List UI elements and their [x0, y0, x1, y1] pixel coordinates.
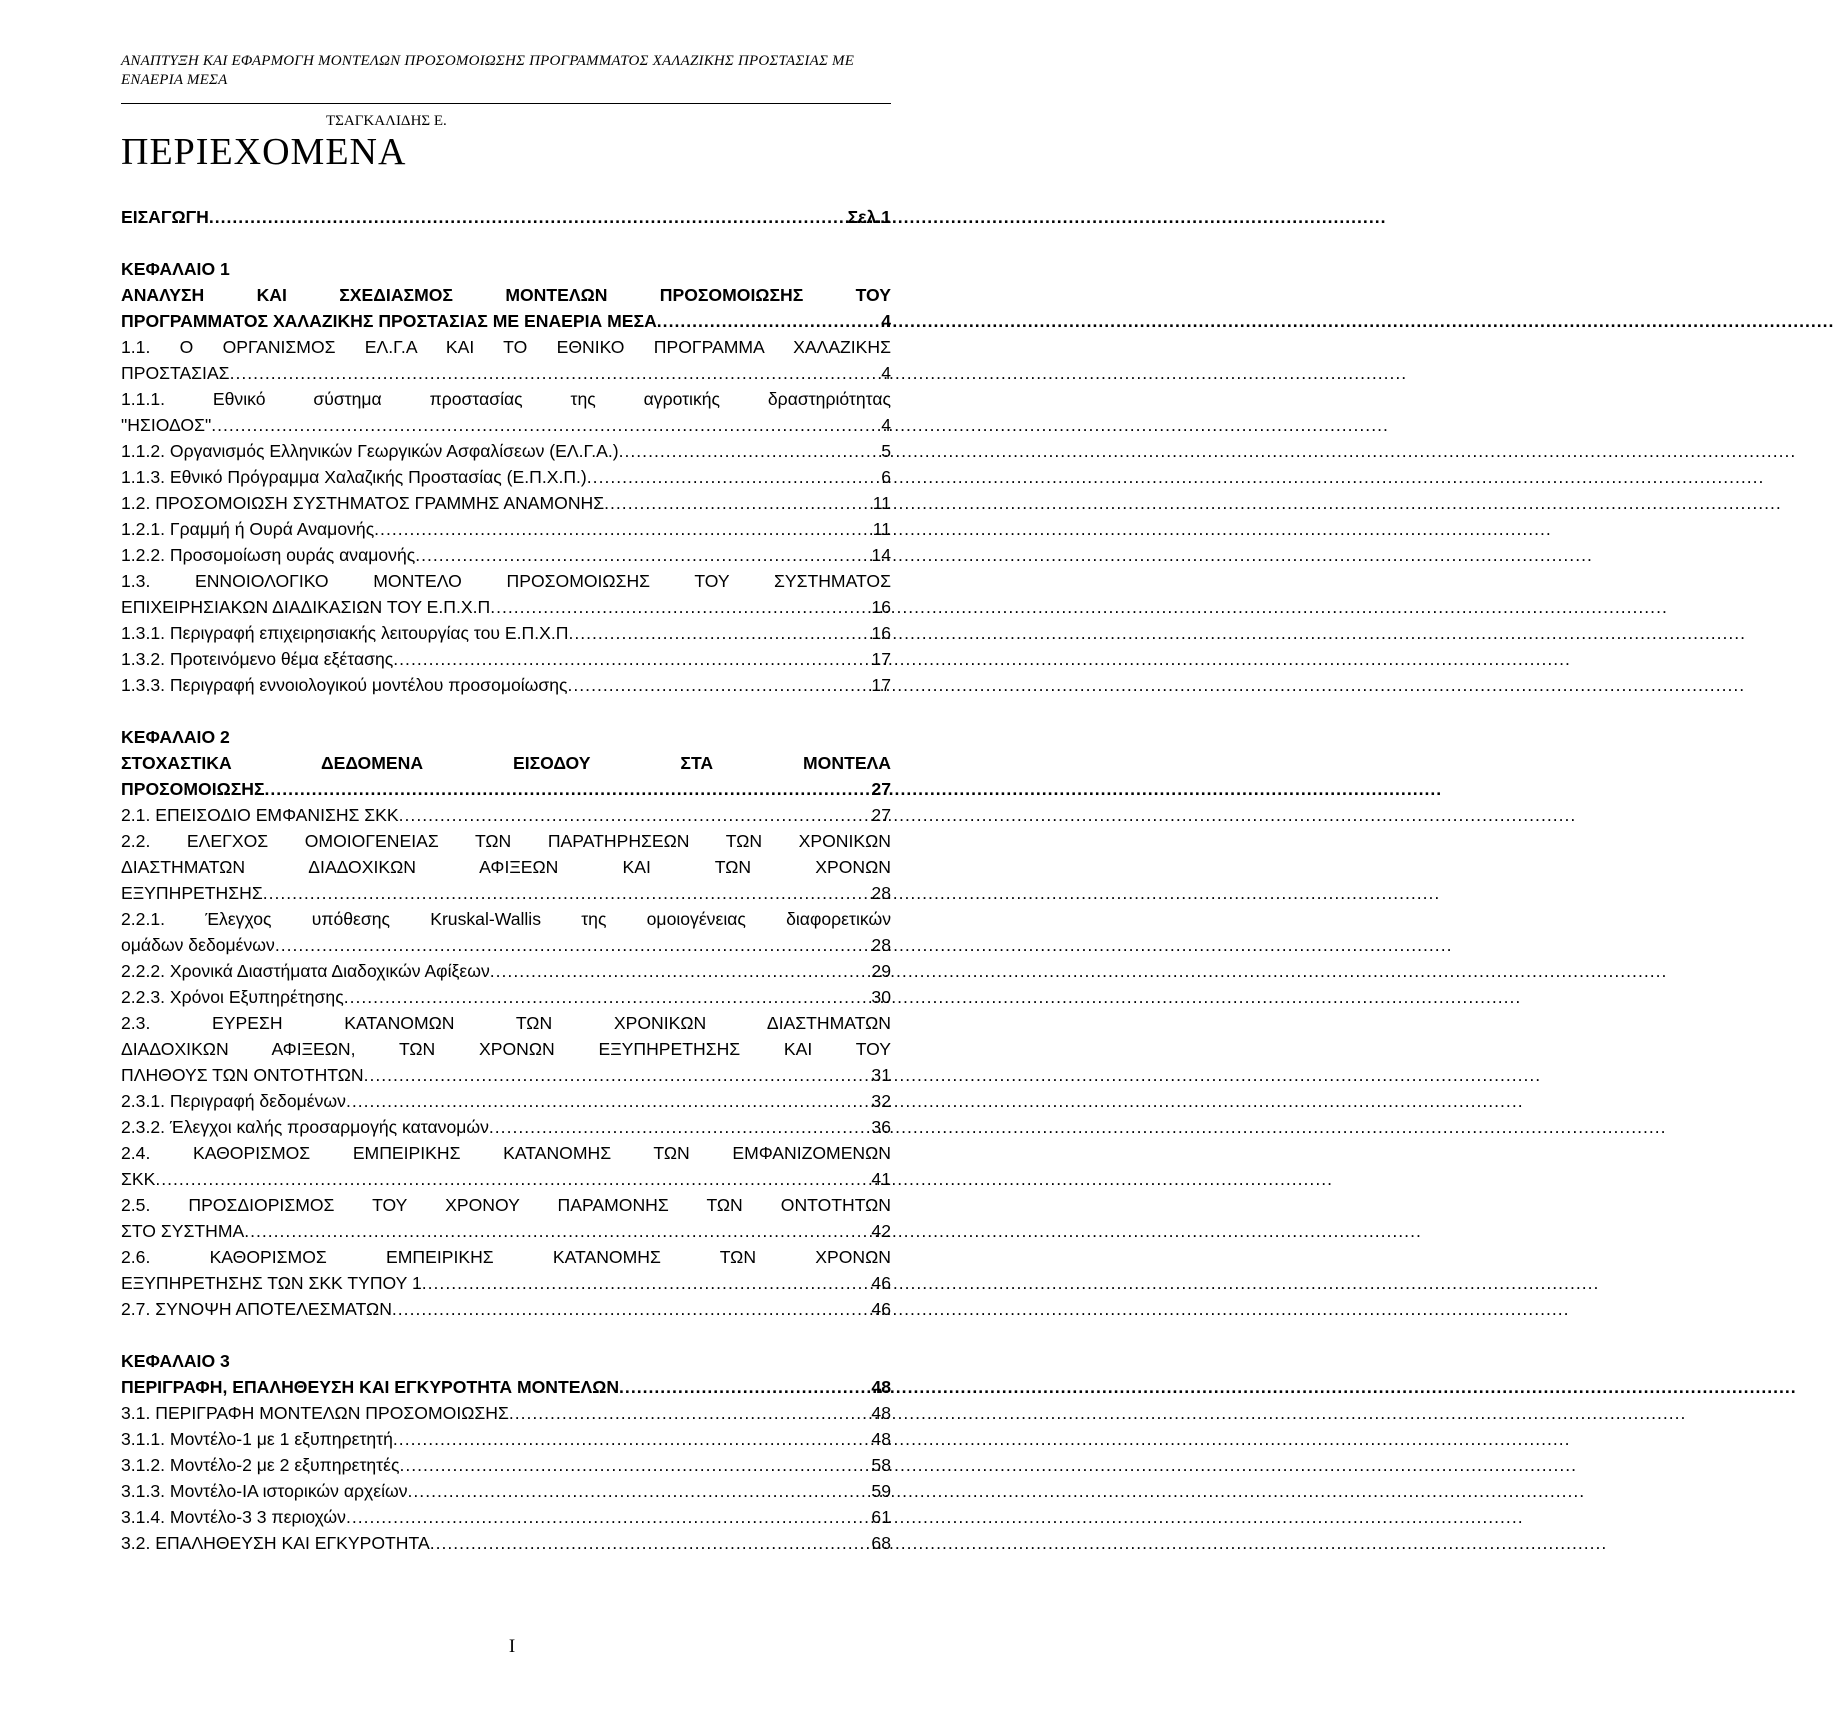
header-rule: [121, 103, 891, 104]
toc-entry-1-1-1-line-1: 1.1.1. Εθνικό σύστημα προστασίας της αγροτικής δραστηριότητας: [121, 389, 891, 409]
author-name: ΤΣΑΓΚΑΛΙΔΗΣ Ε.: [326, 113, 447, 129]
toc-entry-2-3-2: 2.3.2. Έλεγχοι καλής προσαρμογής κατανομών ..... 36: [121, 1114, 891, 1140]
toc-entry-2-3-1: 2.3.1. Περιγραφή δεδομένων ..... 32: [121, 1088, 891, 1114]
chapter-2-heading: ΚΕΦΑΛΑΙΟ 2: [121, 727, 230, 747]
page-title: ΠΕΡΙΕΧΟΜΕΝΑ: [121, 131, 407, 173]
toc-entry-1-2-1: 1.2.1. Γραμμή ή Ουρά Αναμονής ..... 11: [121, 516, 891, 542]
chapter-1-title-line-2: ΠΡΟΓΡΑΜΜΑΤΟΣ ΧΑΛΑΖΙΚΗΣ ΠΡΟΣΤΑΣΙΑΣ ΜΕ ΕΝΑΕΡΙΑ ΜΕΣΑ ..... 4: [121, 308, 891, 334]
toc-entry-2-2: ΕΞΥΠΗΡΕΤΗΣΗΣ ..... 28: [121, 880, 891, 906]
toc-entry-2-5: ΣΤΟ ΣΥΣΤΗΜΑ ..... 42: [121, 1218, 891, 1244]
toc-entry-1-3-3: 1.3.3. Περιγραφή εννοιολογικού μοντέλου προσομοίωσης ..... 17: [121, 672, 891, 698]
running-head-line-2: ΕΝΑΕΡΙΑ ΜΕΣΑ: [121, 72, 228, 88]
toc-entry-3-1-2: 3.1.2. Μοντέλο-2 με 2 εξυπηρετητές ..... 58: [121, 1452, 891, 1478]
toc-entry-2-6: ΕΞΥΠΗΡΕΤΗΣΗΣ ΤΩΝ ΣΚΚ ΤΥΠΟΥ 1 ..... 46: [121, 1270, 891, 1296]
toc-entry-1-3-line-1: 1.3. ΕΝΝΟΙΟΛΟΓΙΚΟ ΜΟΝΤΕΛΟ ΠΡΟΣΟΜΟΙΩΣΗΣ ΤΟΥ ΣΥΣΤΗΜΑΤΟΣ: [121, 571, 891, 591]
page-number: I: [508, 1636, 516, 1657]
toc-entry-2-2-1-line-1: 2.2.1. Έλεγχος υπόθεσης Kruskal-Wallis της ομοιογένειας διαφορετικών: [121, 909, 891, 929]
toc-entry-1-3-1: 1.3.1. Περιγραφή επιχειρησιακής λειτουργίας του Ε.Π.Χ.Π ..... 16: [121, 620, 891, 646]
toc-entry-1-2-2: 1.2.2. Προσομοίωση ουράς αναμονής ..... 14: [121, 542, 891, 568]
toc-entry-2-5-line-1: 2.5. ΠΡΟΣΔΙΟΡΙΣΜΟΣ ΤΟΥ ΧΡΟΝΟΥ ΠΑΡΑΜΟΝΗΣ ΤΩΝ ΟΝΤΟΤΗΤΩΝ: [121, 1195, 891, 1215]
toc-entry-2-2-2: 2.2.2. Χρονικά Διαστήματα Διαδοχικών Αφίξεων ..... 29: [121, 958, 891, 984]
toc-entry-2-4: ΣΚΚ ..... 41: [121, 1166, 891, 1192]
toc-entry-2-3-line-1: 2.3. ΕΥΡΕΣΗ ΚΑΤΑΝΟΜΩΝ ΤΩΝ ΧΡΟΝΙΚΩΝ ΔΙΑΣΤΗΜΑΤΩΝ: [121, 1013, 891, 1033]
toc-entry-1-1-2: 1.1.2. Οργανισμός Ελληνικών Γεωργικών Ασφαλίσεων (ΕΛ.Γ.Α.) ..... 5: [121, 438, 891, 464]
toc-entry-2-1: 2.1. ΕΠΕΙΣΟΔΙΟ ΕΜΦΑΝΙΣΗΣ ΣΚΚ ..... 27: [121, 802, 891, 828]
toc-entry-3-1: 3.1. ΠΕΡΙΓΡΑΦΗ ΜΟΝΤΕΛΩΝ ΠΡΟΣΟΜΟΙΩΣΗΣ ..... 48: [121, 1400, 891, 1426]
toc-entry-2-6-line-1: 2.6. ΚΑΘΟΡΙΣΜΟΣ ΕΜΠΕΙΡΙΚΗΣ ΚΑΤΑΝΟΜΗΣ ΤΩΝ ΧΡΟΝΩΝ: [121, 1247, 891, 1267]
chapter-3-heading: ΚΕΦΑΛΑΙΟ 3: [121, 1351, 230, 1371]
chapter-1-title-line-1: ΑΝΑΛΥΣΗ ΚΑΙ ΣΧΕΔΙΑΣΜΟΣ ΜΟΝΤΕΛΩΝ ΠΡΟΣΟΜΟΙΩΣΗΣ ΤΟΥ: [121, 285, 891, 305]
toc-entry-2-4-line-1: 2.4. ΚΑΘΟΡΙΣΜΟΣ ΕΜΠΕΙΡΙΚΗΣ ΚΑΤΑΝΟΜΗΣ ΤΩΝ ΕΜΦΑΝΙΖΟΜΕΝΩΝ: [121, 1143, 891, 1163]
chapter-2-title-line-1: ΣΤΟΧΑΣΤΙΚΑ ΔΕΔΟΜΕΝΑ ΕΙΣΟΔΟΥ ΣΤΑ ΜΟΝΤΕΛΑ: [121, 753, 891, 773]
toc-entry-2-2-3: 2.2.3. Χρόνοι Εξυπηρέτησης ..... 30: [121, 984, 891, 1010]
chapter-3-title: ΠΕΡΙΓΡΑΦΗ, ΕΠΑΛΗΘΕΥΣΗ ΚΑΙ ΕΓΚΥΡΟΤΗΤΑ ΜΟΝΤΕΛΩΝ ..... 48: [121, 1374, 891, 1400]
table-of-contents: [121, 204, 891, 1556]
chapter-1-heading: ΚΕΦΑΛΑΙΟ 1: [121, 259, 230, 279]
toc-entry-2-3-line-2: ΔΙΑΔΟΧΙΚΩΝ ΑΦΙΞΕΩΝ, ΤΩΝ ΧΡΟΝΩΝ ΕΞΥΠΗΡΕΤΗΣΗΣ ΚΑΙ ΤΟΥ: [121, 1039, 891, 1059]
toc-entry-2-3: ΠΛΗΘΟΥΣ ΤΩΝ ΟΝΤΟΤΗΤΩΝ ..... 31: [121, 1062, 891, 1088]
toc-entry-3-1-1: 3.1.1. Μοντέλο-1 με 1 εξυπηρετητή ..... 48: [121, 1426, 891, 1452]
toc-entry-1-1: ΠΡΟΣΤΑΣΙΑΣ ..... 4: [121, 360, 891, 386]
toc-entry-intro: ΕΙΣΑΓΩΓΗ ..... Σελ.1: [121, 204, 891, 230]
toc-entry-2-2-1: ομάδων δεδομένων ..... 28: [121, 932, 891, 958]
toc-entry-1-3-2: 1.3.2. Προτεινόμενο θέμα εξέτασης ..... 17: [121, 646, 891, 672]
toc-entry-1-1-3: 1.1.3. Εθνικό Πρόγραμμα Χαλαζικής Προστασίας (Ε.Π.Χ.Π.) ..... 6: [121, 464, 891, 490]
running-head: [121, 52, 881, 90]
toc-entry-2-7: 2.7. ΣΥΝΟΨΗ ΑΠΟΤΕΛΕΣΜΑΤΩΝ ..... 46: [121, 1296, 891, 1322]
toc-entry-1-3: ΕΠΙΧΕΙΡΗΣΙΑΚΩΝ ΔΙΑΔΙΚΑΣΙΩΝ ΤΟΥ Ε.Π.Χ.Π ..... 16: [121, 594, 891, 620]
toc-entry-3-2: 3.2. ΕΠΑΛΗΘΕΥΣΗ ΚΑΙ ΕΓΚΥΡΟΤΗΤΑ ..... 68: [121, 1530, 891, 1556]
toc-entry-3-1-4: 3.1.4. Μοντέλο-3 3 περιοχών ..... 61: [121, 1504, 891, 1530]
toc-entry-2-2-line-1: 2.2. ΕΛΕΓΧΟΣ ΟΜΟΙΟΓΕΝΕΙΑΣ ΤΩΝ ΠΑΡΑΤΗΡΗΣΕΩΝ ΤΩΝ ΧΡΟΝΙΚΩΝ: [121, 831, 891, 851]
chapter-2-title-line-2: ΠΡΟΣΟΜΟΙΩΣΗΣ ..... 27: [121, 776, 891, 802]
toc-entry-1-1-1: "ΗΣΙΟΔΟΣ" ..... 4: [121, 412, 891, 438]
toc-entry-2-2-line-2: ΔΙΑΣΤΗΜΑΤΩΝ ΔΙΑΔΟΧΙΚΩΝ ΑΦΙΞΕΩΝ ΚΑΙ ΤΩΝ ΧΡΟΝΩΝ: [121, 857, 891, 877]
running-head-line-1: ΑΝΑΠΤΥΞΗ ΚΑΙ ΕΦΑΡΜΟΓΗ ΜΟΝΤΕΛΩΝ ΠΡΟΣΟΜΟΙΩΣΗΣ ΠΡΟΓΡΑΜΜΑΤΟΣ ΧΑΛΑΖΙΚΗΣ ΠΡΟΣΤΑΣΙΑΣ ΜΕ: [121, 53, 855, 69]
toc-entry-1-2: 1.2. ΠΡΟΣΟΜΟΙΩΣΗ ΣΥΣΤΗΜΑΤΟΣ ΓΡΑΜΜΗΣ ΑΝΑΜΟΝΗΣ ..... 11: [121, 490, 891, 516]
toc-entry-3-1-3: 3.1.3. Μοντέλο-ΙΑ ιστορικών αρχείων ..... 59: [121, 1478, 891, 1504]
toc-entry-1-1-line-1: 1.1. Ο ΟΡΓΑΝΙΣΜΟΣ ΕΛ.Γ.Α ΚΑΙ ΤΟ ΕΘΝΙΚΟ ΠΡΟΓΡΑΜΜΑ ΧΑΛΑΖΙΚΗΣ: [121, 337, 891, 357]
